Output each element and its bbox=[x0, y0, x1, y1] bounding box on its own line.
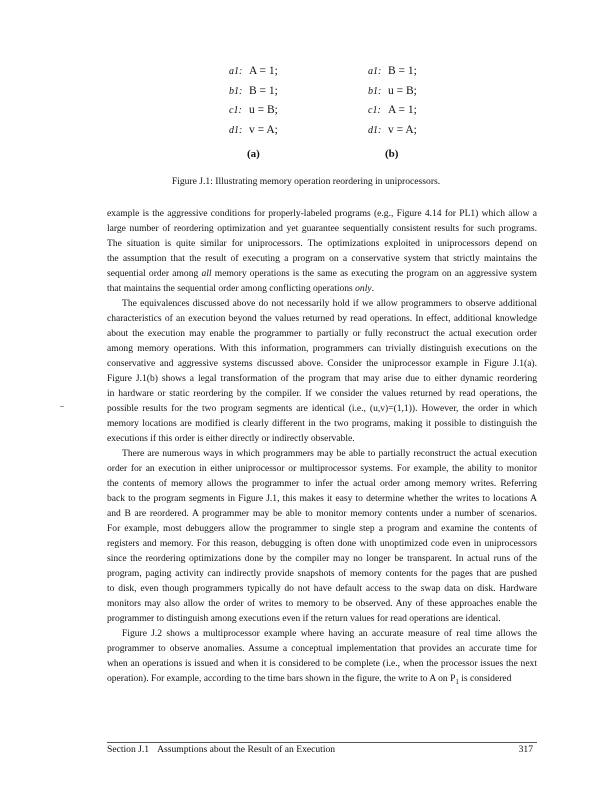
text-line: programmer to observe anomalies. Assume a conceptual implementation that provides an accurate time for bbox=[107, 643, 537, 654]
statement bbox=[229, 121, 278, 141]
statement bbox=[368, 101, 417, 121]
page-number: 317 bbox=[518, 744, 533, 755]
text-line: characteristics of an execution beyond the values returned by read operations. In effect, additional knowledge bbox=[107, 313, 537, 324]
text-line: For example, most debuggers allow the programmer to single step a program and examine the contents of bbox=[107, 523, 537, 534]
paragraph bbox=[107, 626, 537, 690]
statement-label: d1: bbox=[368, 124, 382, 136]
statement-code: B = 1; bbox=[249, 84, 278, 97]
text-line: executions if this order is either directly or indirectly observable. bbox=[107, 433, 355, 444]
statement-code: B = 1; bbox=[388, 65, 417, 77]
margin-mark bbox=[60, 406, 64, 407]
statement-code: v = A; bbox=[249, 123, 278, 136]
subfigure-label-b: (b) bbox=[385, 148, 399, 160]
paragraph bbox=[107, 296, 537, 446]
running-footer bbox=[107, 744, 335, 755]
text-line: The situation is quite similar for uniprocessors. The optimizations exploited in uniprocessors depend on bbox=[107, 238, 537, 249]
emphasis: all bbox=[201, 268, 212, 279]
text-line: since the reordering optimizations done by the compiler may no longer be transparent. In actual runs of the bbox=[107, 553, 537, 564]
text-line: large number of reordering optimization and yet guarantee sequentially consistent results for such programs. bbox=[107, 223, 537, 234]
text-line: sequential order among all memory operations is the same as executing the program on an aggressive system bbox=[107, 268, 537, 279]
section-number: Section J.1 bbox=[107, 744, 150, 755]
page-footer bbox=[107, 744, 537, 755]
statement-code: u = B; bbox=[249, 104, 278, 116]
text-line: possible results for the two program segments are identical (i.e., (u,v)=(1,1)). However, the order in which bbox=[107, 403, 537, 414]
statement-label: a1: bbox=[229, 66, 243, 77]
statement-label: c1: bbox=[229, 105, 242, 116]
subfigure-label-a: (a) bbox=[247, 148, 260, 160]
text-line: There are numerous ways in which programmers may be able to partially reconstruct the actual execution bbox=[122, 448, 537, 459]
section-title: Assumptions about the Result of an Execution bbox=[157, 744, 336, 755]
text-line: about the execution may enable the programmer to partially or fully reconstruct the actual execution order bbox=[107, 328, 537, 339]
text-line: registers and memory. For this reason, debugging is often done with unoptimized code even in uniprocessors bbox=[107, 538, 537, 549]
text-line: in hardware or static reordering by the compiler. If we consider the values returned by read operations, the bbox=[107, 388, 537, 399]
footer-rule bbox=[107, 742, 537, 743]
program-segment-b bbox=[368, 62, 417, 140]
text-line: operation). For example, according to the time bars shown in the figure, the write to A on $P_1$ is considered bbox=[107, 673, 512, 686]
text-line: The equivalences discussed above do not necessarily hold if we allow programmers to observe additional bbox=[122, 298, 537, 309]
text-line: example is the aggressive conditions for properly-labeled programs (e.g., Figure 4.14 for PL1) which allow a bbox=[107, 208, 537, 219]
statement bbox=[229, 62, 278, 82]
text-line: Figure J.1(b) shows a legal transformation of the program that may arise due to either dynamic reordering bbox=[107, 373, 537, 384]
statement-code: v = A; bbox=[388, 123, 417, 136]
text-line: order for an execution in either uniprocessor or multiprocessor systems. For example, the ability to monitor bbox=[107, 463, 537, 474]
statement-label: b1: bbox=[229, 85, 243, 97]
statement-label: b1: bbox=[368, 85, 382, 97]
text-line: among memory operations. With this information, programmers can trivially distinguish executions on the bbox=[107, 343, 537, 354]
statement-label: d1: bbox=[229, 124, 243, 136]
statement-label: c1: bbox=[368, 105, 381, 116]
subscript: 1 bbox=[455, 677, 459, 686]
statement bbox=[229, 82, 278, 102]
statement-code: A = 1; bbox=[249, 65, 278, 77]
text-line: the contents of memory allows the programmer to infer the actual order among memory writes. Referring bbox=[107, 478, 537, 489]
statement-label: a1: bbox=[368, 66, 382, 77]
statement bbox=[229, 101, 278, 121]
body-text bbox=[107, 206, 537, 690]
paragraph bbox=[107, 446, 537, 626]
text-line: program, paging activity can indirectly provide snapshots of memory contents for the pages that are pushed bbox=[107, 568, 537, 579]
statement-code: u = B; bbox=[388, 84, 417, 97]
text-line: when an operations is issued and when it is considered to be complete (i.e., when the processor issues the next bbox=[107, 658, 537, 669]
text-line: Figure J.2 shows a multiprocessor example where having an accurate measure of real time allows the bbox=[122, 628, 537, 639]
emphasis: only bbox=[355, 283, 372, 294]
text-line: and B are reordered. A programmer may be able to monitor memory contents under a number of scenarios. bbox=[107, 508, 537, 519]
text-line: conservative and aggressive systems discussed above. Consider the uniprocessor example in Figure J.1(a). bbox=[107, 358, 537, 369]
statement-code: A = 1; bbox=[388, 104, 417, 116]
text-line: monitors may also allow the order of writes to memory to be observed. Any of these approaches enable the bbox=[107, 598, 537, 609]
statement bbox=[368, 82, 417, 102]
text-line: memory locations are modified is clearly different in the two programs, making it possible to distinguish the bbox=[107, 418, 537, 429]
paragraph bbox=[107, 206, 537, 296]
text-line: the assumption that the result of executing a program on a conservative system that strictly maintains the bbox=[107, 253, 537, 264]
statement bbox=[368, 121, 417, 141]
text-line: that maintains the sequential order among conflicting operations only. bbox=[107, 283, 374, 294]
program-segment-a bbox=[229, 62, 278, 140]
text-line: back to the program segments in Figure J.1, this makes it easy to determine whether the writes to locations A bbox=[107, 493, 537, 504]
text-line: to disk, even though programmers typically do not have default access to the swap data on disk. Hardware bbox=[107, 583, 537, 594]
figure-caption: Figure J.1: Illustrating memory operation reordering in uniprocessors. bbox=[171, 176, 441, 187]
statement bbox=[368, 62, 417, 82]
text-line: programmer to distinguish among executions even if the return values for read operations are identical. bbox=[107, 613, 501, 624]
